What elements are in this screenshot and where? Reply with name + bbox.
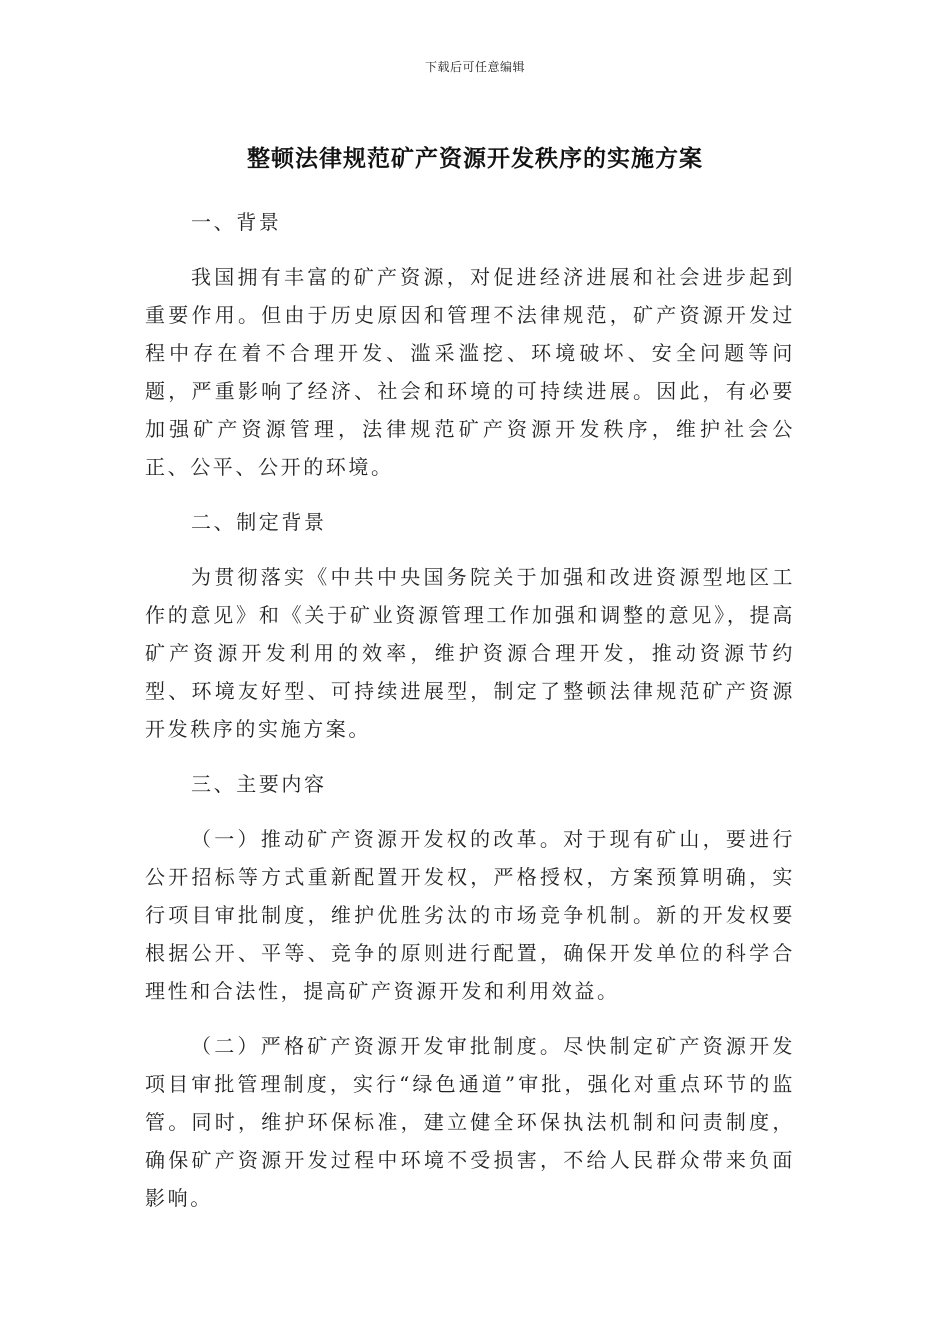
section-formulation-background [145, 503, 795, 748]
paragraph: （二）严格矿产资源开发审批制度。尽快制定矿产资源开发项目审批管理制度，实行“绿色通道”审批，强化对重点环节的监管。同时，维护环保标准，建立健全环保执法机制和问责制度，确保矿产资源开发过程中环境不受损害，不给人民群众带来负面影响。 [145, 1034, 795, 1210]
header-note: 下载后可任意编辑 [424, 60, 525, 74]
paragraph: 我国拥有丰富的矿产资源，对促进经济进展和社会进步起到重要作用。但由于历史原因和管理不法律规范，矿产资源开发过程中存在着不合理开发、滥采滥挖、环境破坏、安全问题等问题，严重影响了经济、社会和环境的可持续进展。因此，有必要加强矿产资源管理，法律规范矿产资源开发秩序，维护社会公正、公平、公开的环境。 [145, 265, 795, 479]
paragraph: （一）推动矿产资源开发权的改革。对于现有矿山，要进行公开招标等方式重新配置开发权，严格授权，方案预算明确，实行项目审批制度，维护优胜劣汰的市场竞争机制。新的开发权要根据公开、平等、竞争的原则进行配置，确保开发单位的科学合理性和合法性，提高矿产资源开发和利用效益。 [145, 827, 795, 1003]
section-background [145, 203, 795, 486]
section-heading: 三、主要内容 [191, 772, 327, 796]
section-heading: 一、背景 [191, 210, 282, 234]
section-heading: 二、制定背景 [191, 510, 327, 534]
paragraph: 为贯彻落实《中共中央国务院关于加强和改进资源型地区工作的意见》和《关于矿业资源管理工作加强和调整的意见》，提高矿产资源开发利用的效率，维护资源合理开发，推动资源节约型、环境友好型、可持续进展型，制定了整顿法律规范矿产资源开发秩序的实施方案。 [145, 565, 795, 741]
section-main-content [145, 765, 795, 1217]
document-body [145, 203, 795, 1217]
document-title: 整顿法律规范矿产资源开发秩序的实施方案 [247, 146, 703, 172]
